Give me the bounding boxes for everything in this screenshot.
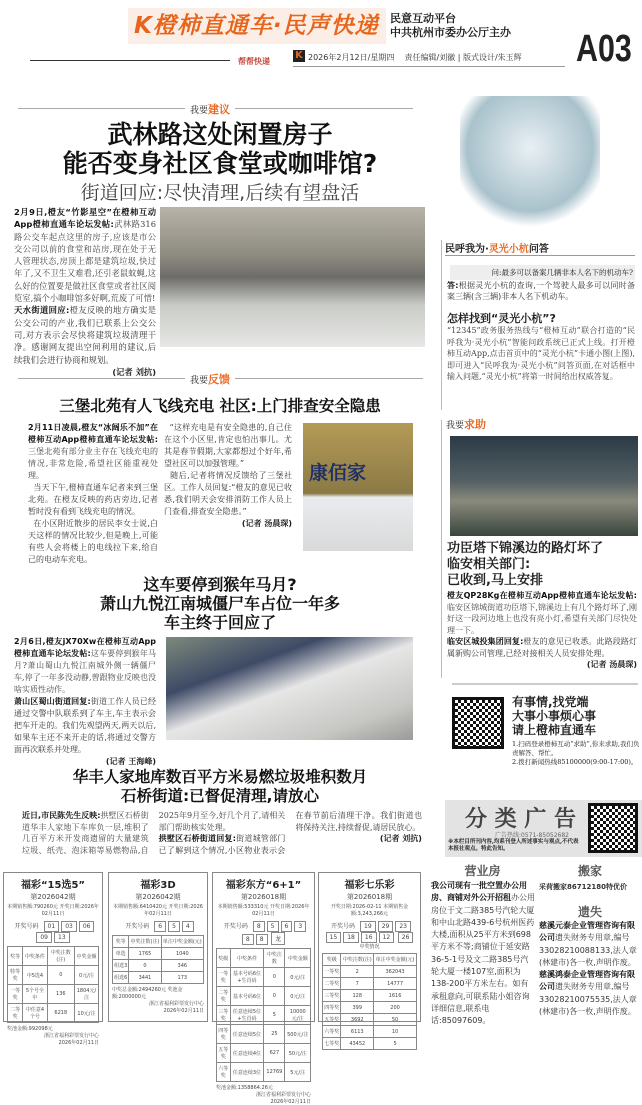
table-header: 单注中奖金额(元)	[374, 954, 417, 966]
page-number: A03	[576, 28, 632, 70]
header-rule-2	[293, 66, 565, 67]
classified-banner	[445, 800, 642, 857]
table-cell: 399	[341, 1002, 374, 1014]
lottery-info: 本期销售额:533310元 开奖日期:2026年02月11日	[217, 904, 310, 917]
table-cell: 5	[374, 1038, 417, 1050]
lottery-special: 龙	[271, 932, 285, 945]
table-header: 奖等	[113, 936, 129, 948]
table-row	[113, 948, 204, 960]
table-cell: 3692	[341, 1014, 374, 1026]
table-cell: 25	[264, 1025, 285, 1044]
ad-lost: 慈溪元泰企业管理咨询有限公司遗失财务专用章,编号33028210088133,法人章(林建市)各一枚,声明作废。 慈溪鸿泰企业管理咨询有限公司遗失财务专用章,编号33028210075535,法人章(林建市)各一枚,声明作废。	[539, 921, 637, 1017]
a3-body: 2月6日,橙友jX70Xw在橙柿互动App橙柿直通车论坛发帖:这车要停到猴年马月?萧山蜀山九悦江南城外侧一辆僵尸车,停了一年多没动静,曾跟物业反映也没啥实质性动作。 萧山区蜀山街道回复:街道工作人员已经通过交警中队联系到了车主,车主表示会把车开走的。我们先观望两天,两天以后,如果车主还不来开走的话,将通过交警方面再次联系并处理。 (记者 王海峰)	[14, 637, 157, 766]
promo-slogan: 有事情,找党端 大事小事烦心事 请上橙柿直通车	[512, 695, 597, 737]
lottery-numbers	[216, 920, 311, 945]
a1-photo-building	[160, 207, 425, 347]
a2-body-col2: “这样充电是有安全隐患的,自己住在这个小区里,肯定也怕出事儿。尤其是春节假期,大家都想过个好年,希望社区可以加强管理。” 随后,记者将情况反馈给了三堡社区。工作人员回复:“橙友的意见已收悉,我们明天会安排消防工作人员上门查看,排查安全隐患。” (记者 汤晨琛)	[164, 423, 293, 528]
platform-label: 民意互动平台	[390, 12, 456, 25]
lottery-ball: 6	[281, 921, 293, 932]
lottery-date: 2026年02月11日	[58, 1040, 99, 1046]
table-cell: 四等奖	[217, 1025, 231, 1044]
header-rule	[30, 60, 230, 61]
numbers-label: 开奖号码	[331, 923, 356, 930]
qa-border	[441, 240, 442, 410]
qa-how-body: “12345”政务服务热线与“橙柿互动”联合打造的“民呼我为·灵光小杭”智能问政系统已正式上线。打开橙柿互动App,点击首页中的“灵光小杭”卡通小图(上图),即可进入“民呼我为·灵光小杭”问答页面,在对话框中输入问题,“灵光小杭”将第一时间给出权威答复。	[447, 326, 635, 381]
section-feedback: 我要反馈	[185, 371, 235, 387]
numbers-label: 开奖号码	[14, 923, 39, 930]
table-cell: 0	[47, 966, 74, 985]
table-row	[323, 990, 417, 1002]
table-cell: 2	[341, 966, 374, 978]
lottery-title: 福彩3D	[140, 880, 176, 891]
lottery-ball: 15	[326, 932, 342, 943]
lottery-ball: 01	[44, 921, 60, 932]
section-suggest: 我要建议	[185, 101, 235, 117]
table-header: 中奖条件	[23, 947, 48, 966]
lottery-ball: 6	[154, 921, 166, 932]
a4-headline: 华丰人家地库数百平方米易燃垃圾堆积数月 石桥街道:已督促清理,请放心	[72, 768, 368, 805]
lottery-ball: 16	[361, 932, 377, 943]
lottery-table	[112, 935, 204, 984]
sub-brand: 帮帮快递	[238, 57, 270, 66]
table-cell: 任意连续5位	[230, 1025, 264, 1044]
a3-photo-car	[166, 637, 413, 740]
lottery-numbers	[7, 920, 99, 943]
table-cell: 中5选4	[23, 966, 48, 985]
ad-office: 我公司现有一批空置办公用房、商铺对外公开招租办公用房位于文二路385号汽轮大厦和中山北路439-6号杭州医药大楼,面积从25平方米到698平方米不等;商铺位于延安路36-5-1号及文二路385号汽轮大厦一楼107室,面积为138-200平方米左右。如有承租意向,可联系陆小姐咨询详细信息,联系电话:85097609。	[431, 881, 535, 1026]
table-cell: 0元/注	[285, 968, 311, 987]
table-header: 中奖注数	[264, 949, 285, 968]
table-cell: 10元/注	[74, 1004, 98, 1023]
k-logo-icon: K	[293, 50, 305, 62]
table-cell: 任意连续5位+生肖码	[230, 1006, 264, 1025]
table-cell: 1040	[161, 948, 203, 960]
table-row	[113, 972, 204, 984]
numbers-label: 开奖号码	[223, 923, 248, 930]
a1-subtitle: 街道回应:尽快清理,后续有望盘活	[80, 182, 360, 204]
table-row	[217, 1025, 311, 1044]
lottery-foot: 奖池金额:992098元	[7, 1026, 53, 1032]
a5-headline: 功臣塔下锦溪边的路灯坏了 临安相关部门: 已收到,马上安排	[447, 541, 604, 588]
lottery-issue: 第2026042期	[30, 893, 76, 901]
table-cell: 346	[161, 960, 203, 972]
table-cell: 0	[264, 987, 285, 1006]
masthead-logo: K橙柿直通车·民声快递	[128, 8, 386, 44]
lottery-table	[7, 946, 99, 1023]
table-cell: 10000元/注	[285, 1006, 311, 1025]
robot-mascot-image	[460, 96, 600, 226]
table-row	[323, 1026, 417, 1038]
table-row	[217, 1063, 311, 1082]
lottery-subtitle: 中奖情况	[359, 944, 380, 950]
lottery-ball: 12	[379, 932, 395, 943]
table-row	[8, 1004, 99, 1023]
lottery-ball: 19	[360, 921, 376, 932]
lottery-ball: 5	[168, 921, 180, 932]
table-cell: 50	[374, 1014, 417, 1026]
table-cell: 1804元/注	[74, 985, 98, 1004]
table-header: 中奖条件	[230, 949, 264, 968]
lottery-ball: 8	[253, 921, 265, 932]
lottery-box	[3, 872, 103, 1046]
table-cell: 三等奖	[217, 1006, 231, 1025]
table-cell: 5	[264, 1006, 285, 1025]
table-cell: 128	[341, 990, 374, 1002]
table-cell: 500元/注	[285, 1025, 311, 1044]
table-cell: 二等奖	[217, 987, 231, 1006]
ad-notice: ※本栏目所刊内容,均系刊登人所述事实与观点,不代表本报社观点。特此告知。	[448, 839, 579, 852]
lottery-ball: 09	[36, 932, 52, 943]
issue-date: 2026年2月12日/星期四	[308, 53, 395, 62]
ad-cat-moving: 搬家	[577, 864, 602, 878]
table-cell: 6113	[341, 1026, 374, 1038]
classified-qr-code[interactable]	[588, 803, 638, 853]
lottery-ball: 5	[267, 921, 279, 932]
table-cell: 基本号码6位+生肖码	[230, 968, 264, 987]
lottery-ball: 06	[79, 921, 95, 932]
table-cell: 136	[47, 985, 74, 1004]
lottery-ball: 29	[378, 921, 394, 932]
ad-moving: 采荷搬家86712180特优价	[539, 883, 627, 891]
a1-body: 2月9日,橙友“竹影星空”在橙柿互动App橙柿直通车论坛发帖:武林路316路公交车起点这里的房子,应该是市公交公司以前的食堂和站房,现在处于无人管理状态,房顶上都是建筑垃圾,快过年了,又不卫生又难看,还引老鼠蚊蝇,这么好的位置要是做社区食堂或者社区阅览室,搞个小咖啡馆多好啊,荒废了可惜! 天水街道回应:橙友反映的地方确实是公交公司的产业,我们已联系上公交公司,对方表示会尽快将建筑垃圾清理干净。感谢网友提出空间利用的建议,后续我们会进行协商和规划。 (记者 刘抗)	[14, 207, 156, 377]
qa-rule	[445, 255, 635, 256]
table-cell: 43452	[341, 1038, 374, 1050]
table-cell: 中任意4个号	[23, 1004, 48, 1023]
lottery-issue: 第2026042期	[135, 893, 181, 901]
help-rule	[452, 683, 638, 685]
lottery-org: 浙江省福利彩票发行中心	[43, 1033, 99, 1039]
table-cell: 二等奖	[323, 978, 341, 990]
table-cell: 14777	[374, 978, 417, 990]
table-cell: 组选6	[113, 972, 129, 984]
table-cell: 单选	[113, 948, 129, 960]
a2-photo-storefront: 康佰家	[303, 423, 413, 551]
table-cell: 五等奖	[217, 1044, 231, 1063]
a5-photo-streetlight	[450, 436, 638, 536]
table-cell: 六等奖	[217, 1063, 231, 1082]
table-row	[217, 987, 311, 1006]
table-row	[8, 966, 99, 985]
table-header: 单注中奖金额(元)	[161, 936, 203, 948]
ad-cat-lost: 遗失	[577, 905, 602, 919]
table-cell: 7	[341, 978, 374, 990]
lottery-ball: 03	[61, 921, 77, 932]
lottery-title: 福彩七乐彩	[344, 880, 395, 891]
host-label: 中共杭州市委办公厅主办	[390, 26, 511, 39]
qa-answer: 答:根据灵光小杭的查询,一个驾驶人最多可以同时备案三辆(含三辆)非本人名下机动车。	[447, 281, 636, 301]
table-cell: 173	[161, 972, 203, 984]
a5-body: 橙友QP28Kg在橙柿互动App橙柿直通车论坛发帖:临安区锦城街道功臣塔下,锦溪边上有几个路灯坏了,刚好这一段河边地上也没有亮小灯,希望有关部门尽快处理一下。 临安区城投集团回复:橙友的意见已收悉。此路段路灯属新购公司管理,已经对接相关人员安排处理。 (记者 汤晨琛)	[447, 591, 637, 669]
table-cell: 362043	[374, 966, 417, 978]
classified-title: 分 类 广 告	[465, 807, 576, 832]
promo-qr-code[interactable]	[452, 697, 504, 749]
table-cell: 1616	[374, 990, 417, 1002]
lottery-ball: 8	[242, 934, 254, 945]
lottery-title: 福彩东方“6+1”	[225, 880, 302, 891]
table-cell: 5元/注	[285, 1063, 311, 1082]
table-cell: 特等奖	[8, 966, 23, 985]
table-row	[8, 985, 99, 1004]
ad-hotline: 广告热线:0571-85052682	[495, 832, 569, 839]
qa-title: 民呼我为·灵光小杭问答	[445, 244, 549, 255]
table-header: 中奖注数(注)	[47, 947, 74, 966]
lottery-date: 2026年02月11日	[270, 1099, 311, 1105]
table-cell: 0元/注	[74, 966, 98, 985]
table-cell: 一等奖	[323, 966, 341, 978]
table-cell: 任意连续4位	[230, 1044, 264, 1063]
table-cell: 二等奖	[8, 1004, 23, 1023]
lottery-foot: 中奖总金额:2494260元 奖池金额:2000000元	[112, 987, 183, 1000]
table-cell: 基本号码6位	[230, 987, 264, 1006]
a1-headline: 武林路这处闲置房子 能否变身社区食堂或咖啡馆?	[62, 120, 378, 178]
table-cell: 组选3	[113, 960, 129, 972]
table-row	[323, 966, 417, 978]
lottery-info: 本期销售额:790260元 开奖日期:2026年02月11日	[7, 904, 99, 917]
table-row	[113, 960, 204, 972]
lottery-table	[322, 953, 417, 1050]
table-cell: 10	[374, 1026, 417, 1038]
table-cell: 任意连续3位	[230, 1063, 264, 1082]
a4-body: 近日,市民陈先生反映:拱墅区石桥街道华丰人家地下车库负一层,堆积了几百平方米开发商遗留的大量建筑垃圾、纸壳、泡沫箱等易燃物品,自2025年9月至今,好几个月了,请相关部门帮助核实处理。 拱墅区石桥街道回复:街道城管部门已了解到这个情况,小区物业表示会在春节前后清理干净。我们街道也将保持关注,持续督促,请居民放心。 (记者 刘抗)	[22, 811, 422, 855]
lottery-box	[212, 872, 315, 1105]
lottery-org: 浙江省福利彩票发行中心	[148, 1001, 204, 1007]
table-header: 奖级	[323, 954, 341, 966]
a2-body-col1: 2月11日凌晨,橙友“冰阔乐不加”在橙柿互动App橙柿直通车论坛发帖:三堡北苑有部分业主存在飞线充电的情况,非常危险,希望社区能重视处理。 当天下午,橙柿直通车记者来到三堡北苑。在橙友反映的药店旁边,记者暂时没有看到飞线充电的情况。 在小区附近散步的居民李女士说,白天这样的情况比较少,但是晚上,可能有些人会将楼上的电线拉下来,给自己的电动车充电。	[28, 423, 158, 564]
table-cell: 627	[264, 1044, 285, 1063]
table-row	[217, 968, 311, 987]
masthead-host	[390, 12, 511, 40]
table-row	[323, 1038, 417, 1050]
table-cell: 六等奖	[323, 1026, 341, 1038]
table-cell: 5个号全中	[23, 985, 48, 1004]
numbers-label: 开奖号码	[125, 923, 150, 930]
lottery-ball: 4	[182, 921, 194, 932]
lottery-info: 开奖日期:2026-02-11 本期销售金额:3,243,266元	[330, 904, 409, 917]
editor: 责任编辑/刘徽	[404, 53, 456, 62]
lottery-issue: 第2026018期	[240, 893, 287, 901]
lottery-ball: 8	[256, 934, 268, 945]
table-row	[217, 1006, 311, 1025]
table-header: 中奖金额	[285, 949, 311, 968]
table-cell: 一等奖	[217, 968, 231, 987]
table-header: 奖级	[217, 949, 231, 968]
qa-how-title: 怎样找到“灵光小杭”?	[447, 312, 556, 325]
table-cell: 200	[374, 1002, 417, 1014]
lottery-issue: 第2026018期	[346, 893, 393, 901]
table-cell: 0	[264, 968, 285, 987]
ad-cat-office: 营业房	[464, 864, 501, 878]
promo-steps: 1.扫码登录橙柿互动“求助”,你来求助,我们负责解答、帮忙。 2.拨打新闻热线85100000(9:00-17:00)。	[512, 740, 640, 766]
table-header: 中奖金额	[74, 947, 98, 966]
lottery-ball: 3	[294, 921, 306, 932]
table-cell: 七等奖	[323, 1038, 341, 1050]
a3-headline: 这车要停到猴年马月? 萧山九悦江南城僵尸车占位一年多 车主终于回应了	[99, 575, 340, 632]
lottery-ball: 18	[343, 932, 359, 943]
table-cell: 3441	[129, 972, 161, 984]
lottery-date: 2026年02月11日	[163, 1008, 204, 1014]
lottery-numbers	[112, 920, 204, 932]
table-cell: 五等奖	[323, 1014, 341, 1026]
lottery-org: 浙江省福利彩票发行中心	[255, 1092, 311, 1098]
table-header: 中奖注数(注)	[129, 936, 161, 948]
table-cell: 三等奖	[323, 990, 341, 1002]
table-row	[217, 1044, 311, 1063]
a2-headline: 三堡北苑有人飞线充电 社区:上门排查安全隐患	[59, 397, 381, 415]
table-cell: 6218	[47, 1004, 74, 1023]
table-cell: 50元/注	[285, 1044, 311, 1063]
lottery-foot: 奖池金额:1358864.26元	[216, 1085, 273, 1091]
lottery-numbers	[322, 920, 417, 943]
table-cell: 四等奖	[323, 1002, 341, 1014]
lottery-special: 26	[398, 932, 414, 943]
lottery-table	[216, 948, 311, 1082]
qa-question: 问:最多可以备案几辆非本人名下的机动车?	[450, 265, 635, 280]
section-help: 我要求助	[446, 418, 487, 431]
table-cell: 一等奖	[8, 985, 23, 1004]
table-row	[323, 978, 417, 990]
table-cell: 1765	[129, 948, 161, 960]
help-border	[441, 420, 442, 678]
table-row	[323, 1002, 417, 1014]
lottery-ball: 23	[395, 921, 411, 932]
table-cell: 0元/注	[285, 987, 311, 1006]
lottery-box	[108, 872, 208, 1022]
lottery-info: 本期销售额:6410420元 开奖日期:2026年02月11日	[113, 904, 203, 917]
lottery-box	[318, 872, 421, 1047]
lottery-title: 福彩“15选5”	[20, 880, 86, 891]
designer: 版式设计/朱玉辉	[462, 53, 522, 62]
lottery-ball: 13	[54, 932, 70, 943]
table-header: 中奖注数(注)	[341, 954, 374, 966]
table-cell: 12769	[264, 1063, 285, 1082]
issue-meta: 2026年2月12日/星期四 责任编辑/刘徽 | 版式设计/朱玉辉	[308, 53, 522, 62]
table-header: 奖等	[8, 947, 23, 966]
table-cell: 0	[129, 960, 161, 972]
